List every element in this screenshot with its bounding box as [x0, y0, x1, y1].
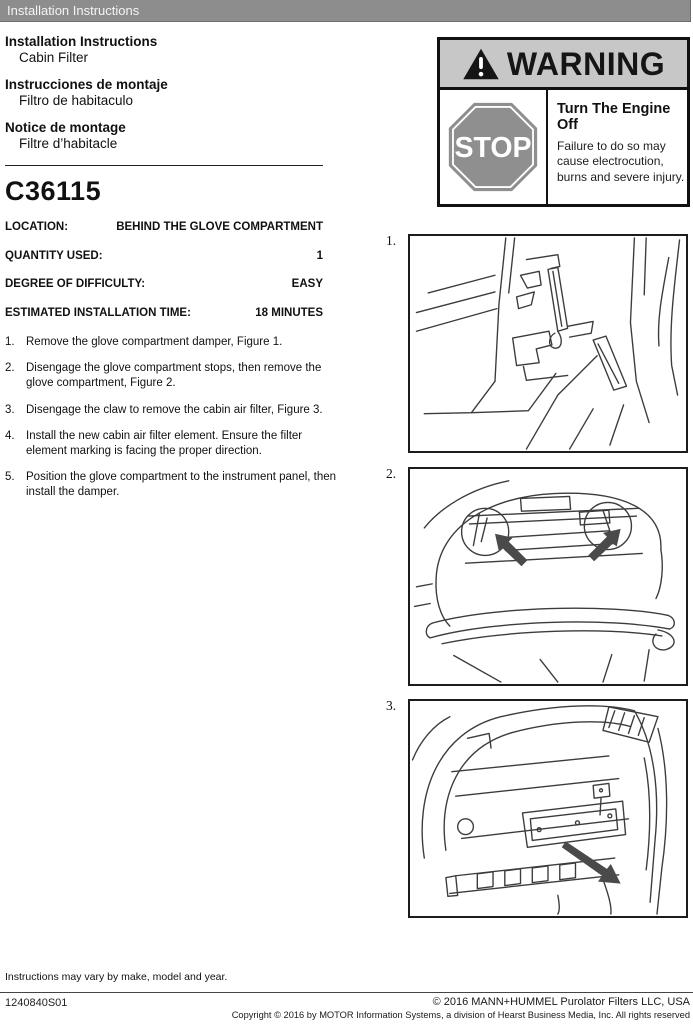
step-text: Position the glove compartment to the instrument panel, then install the damper. [26, 471, 337, 499]
heading-english-title: Installation Instructions [5, 34, 158, 49]
heading-spanish [5, 77, 347, 109]
step-number: 4. [5, 429, 15, 442]
heading-spanish-title: Instrucciones de montaje [5, 77, 168, 92]
step-text: Disengage the claw to remove the cabin air filter, Figure 3. [26, 403, 323, 416]
figure-3-drawing [410, 701, 686, 916]
info-row-difficulty [5, 278, 323, 290]
figure-2-drawing [410, 469, 686, 684]
titlebar-text: Installation Instructions [7, 3, 140, 18]
step-3 [5, 403, 347, 418]
figure-3-image [408, 699, 688, 918]
heading-french-subtitle: Filtre d’habitacle [19, 136, 118, 151]
stop-sign-text: STOP [454, 132, 532, 165]
warning-header-text: WARNING [506, 45, 666, 82]
titlebar [0, 0, 691, 22]
warning-title: Turn The Engine Off [557, 101, 671, 133]
figure-1-image [408, 234, 688, 453]
step-number: 3. [5, 403, 15, 416]
stop-sign-icon [447, 101, 539, 193]
warning-message: Failure to do so may cause electrocution, burns and severe injury. [557, 139, 685, 184]
step-text: Install the new cabin air filter element. Ensure the filter element marking is facing the proper direction. [26, 429, 303, 457]
info-value: 18 MINUTES [255, 306, 323, 319]
footer-divider [0, 992, 693, 993]
step-1 [5, 335, 347, 350]
figure-1-label: 1. [386, 233, 397, 248]
step-number: 2. [5, 362, 15, 375]
info-value: 1 [316, 249, 323, 262]
stop-sign-cell [440, 90, 548, 204]
info-row-quantity [5, 250, 323, 262]
info-label: ESTIMATED INSTALLATION TIME: [5, 306, 191, 319]
heading-english [5, 34, 347, 66]
warning-triangle-icon [462, 47, 500, 81]
info-label: LOCATION: [5, 221, 69, 233]
warning-header [440, 40, 687, 90]
info-label: QUANTITY USED: [5, 249, 103, 262]
copyright-line-2: Copyright © 2016 by MOTOR Information Systems, a division of Hearst Business Media, Inc. All rights reserved [231, 1010, 690, 1020]
copyright-line-1: © 2016 MANN+HUMMEL Purolator Filters LLC, USA [432, 996, 690, 1008]
heading-french [5, 120, 347, 152]
footer-note: Instructions may vary by make, model and year. [5, 971, 228, 983]
figure-2-label: 2. [386, 466, 397, 481]
heading-english-subtitle: Cabin Filter [19, 50, 89, 65]
copyright-block [232, 996, 690, 1021]
warning-box [437, 37, 690, 207]
info-value: BEHIND THE GLOVE COMPARTMENT [116, 221, 323, 233]
left-column [5, 34, 347, 511]
step-number: 1. [5, 336, 15, 348]
part-number: C36115 [5, 176, 102, 206]
heading-french-title: Notice de montage [5, 120, 126, 135]
step-2 [5, 361, 347, 391]
info-value: EASY [291, 278, 323, 290]
step-number: 5. [5, 471, 15, 484]
figure-1-drawing [410, 236, 686, 451]
step-4 [5, 429, 347, 459]
instruction-steps [5, 335, 347, 500]
document-number: 1240840S01 [5, 997, 68, 1009]
info-row-time [5, 307, 323, 319]
warning-body [440, 90, 687, 204]
step-text: Disengage the glove compartment stops, then remove the glove compartment, Figure 2. [26, 362, 322, 390]
step-5 [5, 470, 347, 500]
step-text: Remove the glove compartment damper, Figure 1. [26, 336, 283, 348]
heading-spanish-subtitle: Filtro de habitaculo [19, 93, 134, 108]
figure-3-label: 3. [386, 698, 397, 713]
info-row-location [5, 221, 323, 233]
divider-line [5, 165, 323, 166]
figure-2-image [408, 467, 688, 686]
info-label: DEGREE OF DIFFICULTY: [5, 278, 146, 290]
warning-message-cell [548, 90, 690, 204]
